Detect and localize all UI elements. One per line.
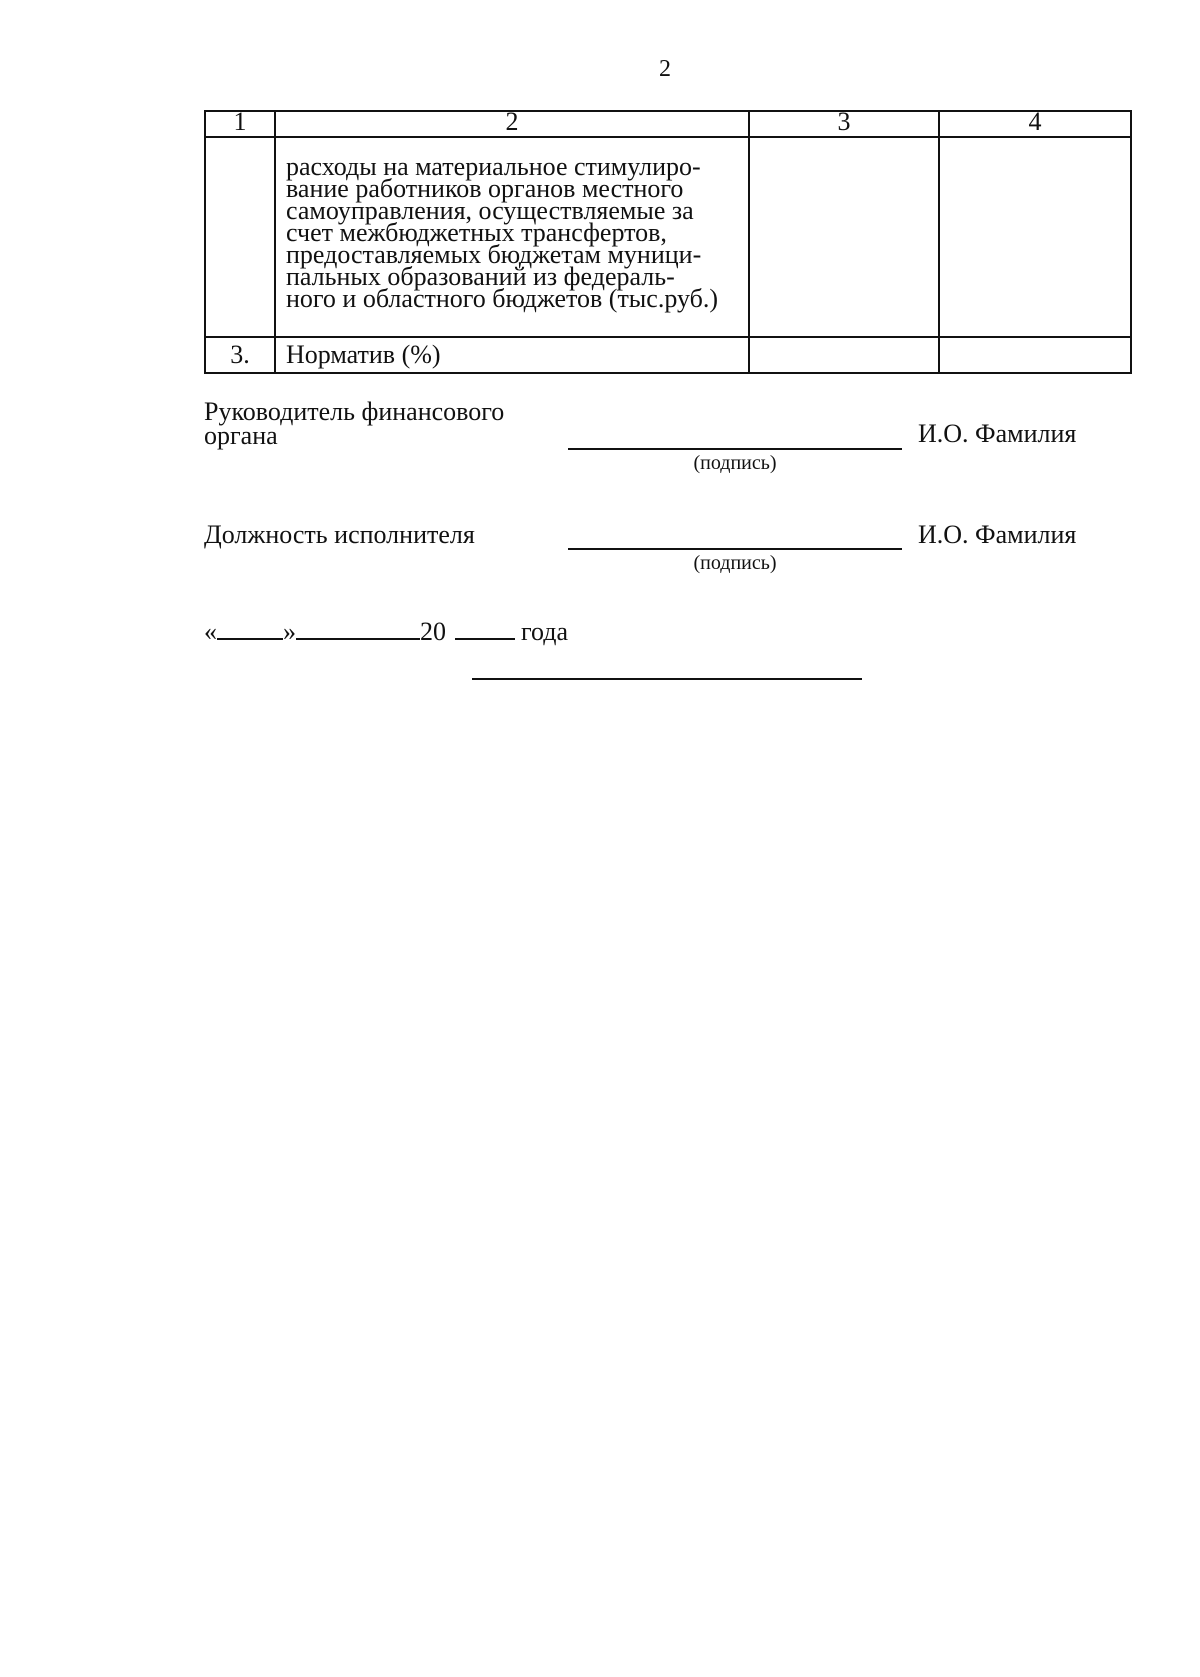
table-row (205, 137, 1131, 337)
data-table (204, 107, 1132, 374)
value-cell-col4[interactable] (939, 337, 1131, 373)
signature-line[interactable] (568, 448, 902, 450)
signatory-name: И.О. Фамилия (918, 520, 1077, 549)
row-number-cell (205, 137, 275, 337)
signatory-title-line: Руководитель финансового (204, 397, 505, 426)
date-word: года (521, 617, 569, 646)
description-line: ного и областного бюджетов (тыс.руб.) (286, 284, 719, 313)
date-month-blank[interactable] (296, 616, 420, 640)
value-cell-col4[interactable] (939, 137, 1131, 337)
date-open-quote: « (204, 617, 217, 646)
signatory-title-line: Должность исполнителя (204, 520, 475, 549)
date-century: 20 (420, 617, 446, 646)
header-cell-1: 1 (205, 111, 275, 137)
end-divider-line (472, 678, 862, 680)
signatory-name: И.О. Фамилия (918, 419, 1077, 448)
table-row (205, 337, 1131, 373)
page-number: 2 (659, 56, 671, 82)
header-cell-4: 4 (939, 111, 1131, 137)
description-line: самоуправления, осуществляемые за (286, 196, 694, 225)
row-description-cell: Норматив (%) (275, 337, 749, 373)
date-year-blank[interactable] (455, 616, 515, 640)
date-line (204, 616, 568, 647)
date-day-blank[interactable] (217, 616, 283, 640)
value-cell-col3[interactable] (749, 137, 939, 337)
date-close-quote: » (283, 617, 296, 646)
row-number-cell: 3. (205, 337, 275, 373)
signature-caption: (подпись) (693, 552, 777, 574)
description-line: вание работников органов местного (286, 174, 684, 203)
signature-line[interactable] (568, 548, 902, 550)
description-line: счет межбюджетных трансфертов, (286, 218, 667, 247)
table-header-row (205, 111, 1131, 137)
value-cell-col3[interactable] (749, 337, 939, 373)
signatory-title (204, 520, 475, 549)
signatory-title-line: органа (204, 421, 278, 450)
header-cell-2: 2 (275, 111, 749, 137)
description-line: пальных образований из федераль- (286, 262, 675, 291)
header-cell-3: 3 (749, 111, 939, 137)
signature-caption: (подпись) (693, 452, 777, 474)
description-line: расходы на материальное стимулиро- (286, 152, 701, 181)
description-line: предоставляемых бюджетам муници- (286, 240, 702, 269)
signatory-title (204, 397, 505, 450)
row-description-cell (275, 137, 749, 337)
